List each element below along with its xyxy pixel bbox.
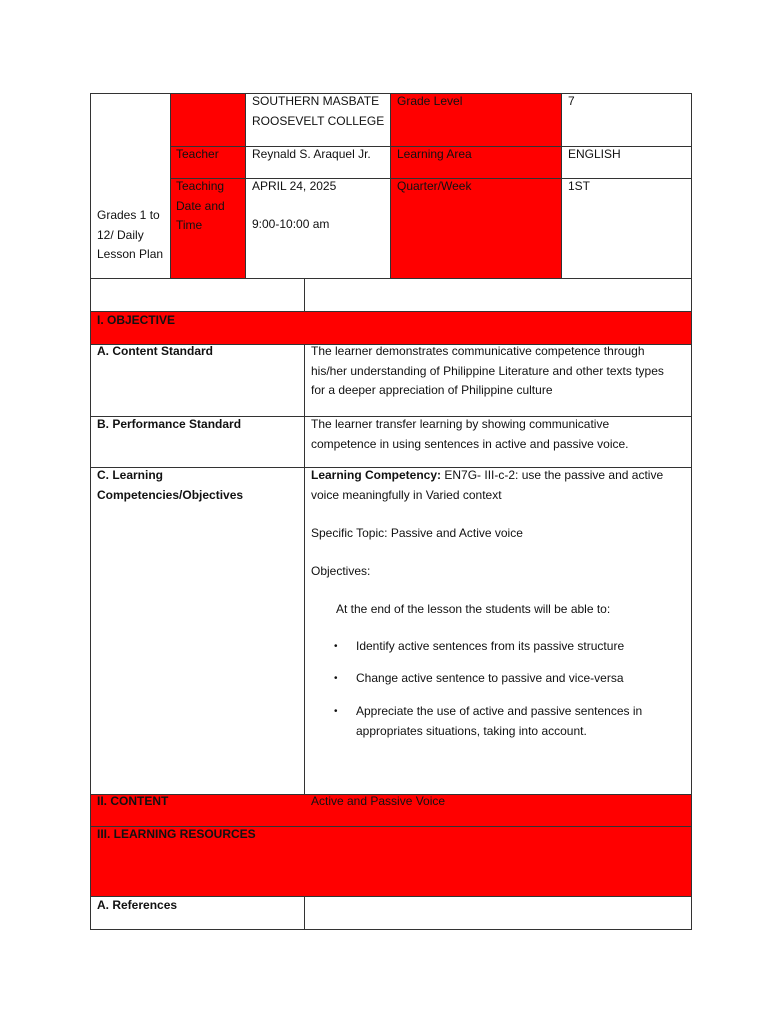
table-border: [691, 93, 692, 930]
grade-level-label: Grade Level: [397, 94, 463, 108]
competencies-label: C. Learning Competencies/Objectives: [97, 468, 244, 502]
list-item-text: Change active sentence to passive and vice-versa: [356, 671, 624, 685]
teacher-value: Reynald S. Araquel Jr.: [252, 147, 371, 161]
learning-area-value: ENGLISH: [568, 147, 621, 161]
objectives-label: Objectives:: [311, 564, 371, 578]
table-border: [304, 896, 305, 930]
table-border: [561, 93, 562, 279]
quarter-label: Quarter/Week: [397, 179, 472, 193]
competency-body: EN7G- III-c-2: use the passive and active voice meaningfully in Varied context: [311, 468, 664, 502]
objective-header: I. OBJECTIVE: [97, 313, 176, 327]
table-border: [90, 93, 91, 930]
table-border: [90, 896, 692, 897]
bullet-icon: •: [334, 641, 338, 652]
table-border: [304, 278, 305, 312]
bullet-icon: •: [334, 706, 338, 717]
table-border: [390, 93, 391, 279]
teaching-date-value: APRIL 24, 2025: [252, 179, 337, 193]
list-item-text: Identify active sentences from its passive structure: [356, 639, 625, 653]
content-standard-text: The learner demonstrates communicative competence through his/her understanding of Philippine Literature and other texts types for a deeper appreciation of Philippine culture: [311, 344, 664, 397]
content-header: II. CONTENT: [97, 794, 169, 808]
bullet-icon: •: [334, 673, 338, 684]
table-border: [90, 311, 692, 312]
performance-standard-label: B. Performance Standard: [97, 417, 242, 431]
teacher-label: Teacher: [176, 147, 219, 161]
objective-header-row: [91, 311, 691, 344]
content-value: Active and Passive Voice: [311, 794, 446, 808]
competency-text: [311, 466, 686, 505]
list-item-text: Appreciate the use of active and passive sentences in appropriates situations, taking into account.: [356, 704, 643, 738]
school-name: SOUTHERN MASBATE ROOSEVELT COLLEGE: [252, 94, 385, 128]
specific-topic: Specific Topic: Passive and Active voice: [311, 526, 523, 540]
program-label: Grades 1 to 12/ Daily Lesson Plan: [97, 208, 164, 261]
quarter-value: 1ST: [568, 179, 591, 193]
table-border: [245, 93, 246, 279]
table-border: [90, 278, 692, 279]
table-border: [90, 929, 692, 930]
table-border: [90, 93, 692, 94]
learning-area-label: Learning Area: [397, 147, 472, 161]
references-label: A. References: [97, 898, 178, 912]
performance-standard-text: The learner transfer learning by showing communicative competence in using sentences in active and passive voice.: [311, 417, 629, 451]
teaching-date-label: Teaching Date and Time: [176, 179, 225, 232]
content-standard-label: A. Content Standard: [97, 344, 213, 358]
resources-header: III. LEARNING RESOURCES: [97, 827, 256, 841]
competency-prefix: Learning Competency:: [311, 468, 442, 482]
teaching-time-value: 9:00-10:00 am: [252, 217, 330, 231]
table-border: [170, 93, 171, 279]
grade-level-value: 7: [568, 94, 575, 108]
table-border: [304, 344, 305, 794]
objectives-intro: At the end of the lesson the students will be able to:: [336, 602, 611, 616]
